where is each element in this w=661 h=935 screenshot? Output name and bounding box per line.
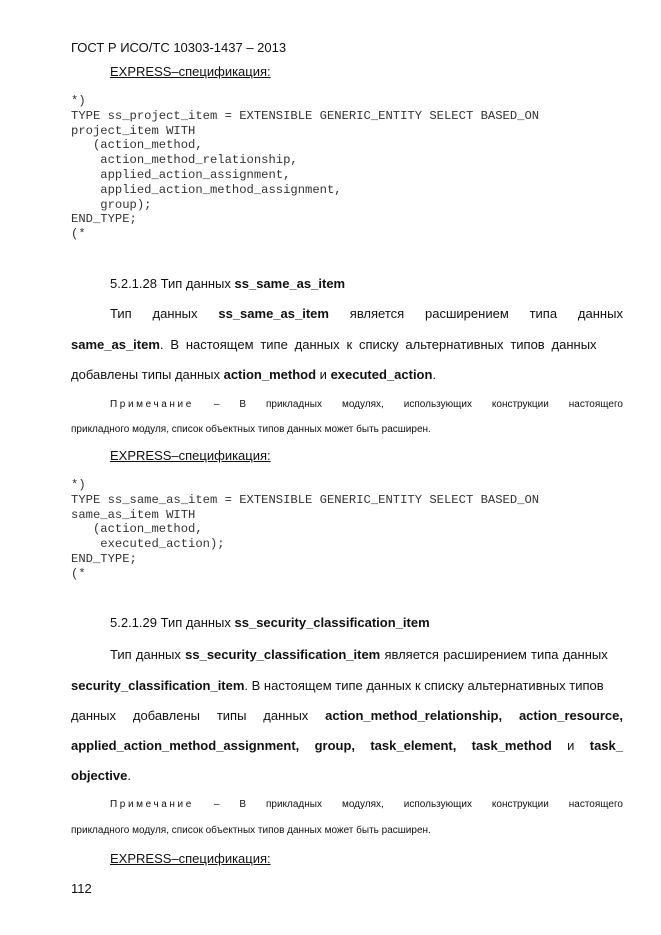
note-28-line-1: Примечание – В прикладных модулях, использующих конструкции настоящего [110, 399, 623, 410]
code-line: group); [71, 197, 152, 212]
code-line: *) [71, 478, 86, 492]
note-28-line-2: прикладного модуля, список объектных типов данных может быть расширен. [71, 424, 431, 435]
code-line: (* [71, 227, 86, 242]
paragraph-29-line-3: данных добавлены типы данных action_method_relationship, action_resource, [71, 708, 623, 723]
document-header: ГОСТ Р ИСО/ТС 10303-1437 – 2013 [71, 40, 287, 55]
code-line: TYPE ss_project_item = EXTENSIBLE GENERIC_ENTITY SELECT BASED_ON [71, 108, 540, 123]
paragraph-29-line-1: Тип данных ss_security_classification_item является расширением типа данных [110, 647, 608, 662]
code-line: END_TYPE; [71, 551, 137, 566]
code-line: END_TYPE; [71, 212, 137, 227]
code-line: *) [71, 94, 86, 108]
code-line: (* [71, 566, 86, 581]
section-heading-28: 5.2.1.28 Тип данных ss_same_as_item [110, 276, 346, 291]
code-line: action_method_relationship, [71, 153, 298, 168]
note-29-line-1: Примечание – В прикладных модулях, использующих конструкции настоящего [110, 799, 623, 810]
section-heading-29: 5.2.1.29 Тип данных ss_security_classification_item [110, 615, 430, 630]
code-line: (action_method, [71, 522, 203, 537]
code-line: TYPE ss_same_as_item = EXTENSIBLE GENERIC_ENTITY SELECT BASED_ON [71, 492, 540, 507]
code-line: project_item WITH [71, 123, 196, 138]
paragraph-29-line-2: security_classification_item. В настоящем типе данных к списку альтернативных типов [71, 678, 604, 693]
code-line: applied_action_assignment, [71, 167, 291, 182]
paragraph-28-line-2: same_as_item. В настоящем типе данных к списку альтернативных типов данных [71, 337, 597, 352]
code-line: executed_action); [71, 537, 225, 552]
express-label: EXPRESS–спецификация: [110, 64, 271, 79]
paragraph-29-line-5: objective. [71, 768, 131, 783]
code-line: applied_action_method_assignment, [71, 182, 342, 197]
code-block-project-item [71, 94, 539, 242]
express-label: EXPRESS–спецификация: [110, 851, 271, 866]
page-number: 112 [71, 881, 92, 896]
note-29-line-2: прикладного модуля, список объектных типов данных может быть расширен. [71, 825, 431, 836]
express-label: EXPRESS–спецификация: [110, 448, 271, 463]
code-line: same_as_item WITH [71, 507, 196, 522]
paragraph-29-line-4: applied_action_method_assignment, group, task_element, task_method и task_ [71, 738, 623, 753]
code-block-same-as-item [71, 478, 539, 582]
paragraph-28-line-3: добавлены типы данных action_method и executed_action. [71, 367, 437, 382]
paragraph-28-line-1: Тип данных ss_same_as_item является расширением типа данных [110, 306, 623, 321]
code-line: (action_method, [71, 138, 203, 153]
